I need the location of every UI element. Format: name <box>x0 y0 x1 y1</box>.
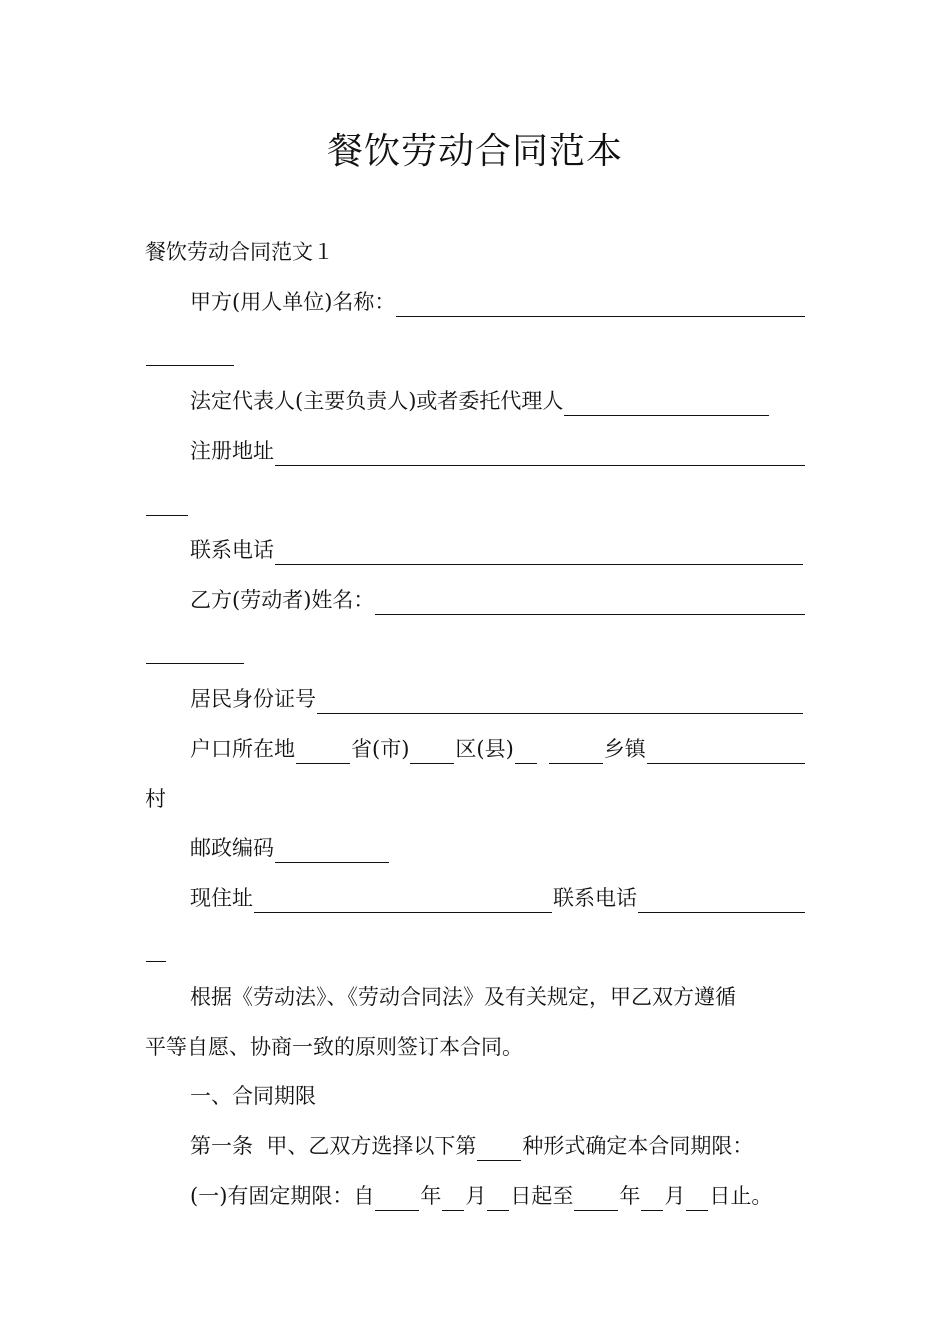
id-number-line <box>190 684 804 714</box>
section-heading: 餐饮劳动合同范文１ <box>145 240 334 264</box>
article-1-prefix: 第一条 甲、乙双方选择以下第 <box>190 1134 477 1158</box>
end-day-label: 日止。 <box>709 1184 773 1208</box>
representative-label: 法定代表人(主要负责人)或者委托代理人 <box>190 389 564 413</box>
village-line <box>145 784 185 814</box>
representative-line <box>190 386 770 416</box>
party-a-phone-line <box>190 535 804 565</box>
party-a-phone-blank <box>275 542 803 565</box>
intro-paragraph-line-2 <box>145 1032 805 1062</box>
household-line <box>190 734 806 764</box>
end-year-blank <box>574 1188 618 1211</box>
registered-address-blank-continued <box>145 486 189 516</box>
registered-address-blank <box>275 443 805 466</box>
contact-phone-label: 联系电话 <box>553 886 637 910</box>
postcode-blank <box>275 840 389 863</box>
party-a-name-blank-2 <box>146 343 234 366</box>
village-label: 村 <box>145 787 166 811</box>
town-blank <box>549 741 603 764</box>
article-1-suffix: 种形式确定本合同期限： <box>522 1134 754 1158</box>
intro-text-1: 根据《劳动法》、《劳动合同法》及有关规定，甲乙双方遵循 <box>190 985 736 1009</box>
article-1-choice-blank <box>477 1138 521 1161</box>
district-label: 区(县) <box>455 737 514 761</box>
province-blank <box>296 741 350 764</box>
party-b-name-blank <box>375 592 805 615</box>
current-address-blank <box>254 890 552 913</box>
intro-paragraph-line-1 <box>190 982 810 1012</box>
household-label: 户口所在地 <box>190 737 295 761</box>
party-a-phone-label: 联系电话 <box>190 538 274 562</box>
village-blank <box>647 741 805 764</box>
registered-address-line <box>190 436 806 466</box>
start-year-label: 年 <box>420 1184 442 1208</box>
end-month-blank <box>641 1188 663 1211</box>
party-a-name-blank <box>396 294 805 317</box>
start-month-blank <box>442 1188 464 1211</box>
id-number-label: 居民身份证号 <box>190 687 316 711</box>
current-address-label: 现住址 <box>190 886 253 910</box>
party-b-name-label: 乙方(劳动者)姓名： <box>190 588 375 612</box>
town-label: 乡镇 <box>603 737 646 761</box>
article-1-line <box>190 1131 806 1161</box>
contact-phone-blank-2 <box>146 939 166 962</box>
chapter-heading-line <box>190 1081 590 1111</box>
chapter-heading: 一、合同期限 <box>190 1084 316 1108</box>
party-b-name-line <box>190 585 806 615</box>
contact-phone-blank-continued <box>145 932 167 962</box>
party-a-name-label: 甲方(用人单位)名称： <box>190 290 396 314</box>
end-year-label: 年 <box>619 1184 641 1208</box>
current-address-line <box>190 883 806 913</box>
section-heading-line <box>145 237 805 267</box>
end-month-label: 月 <box>664 1184 686 1208</box>
registered-address-label: 注册地址 <box>190 439 274 463</box>
end-day-blank <box>686 1188 708 1211</box>
province-label: 省(市) <box>351 737 410 761</box>
party-a-name-line <box>190 287 806 317</box>
fixed-term-label: (一)有固定期限：自 <box>190 1184 375 1208</box>
party-b-name-blank-2 <box>146 641 244 664</box>
document-title: 餐饮劳动合同范本 <box>326 131 623 172</box>
intro-text-2: 平等自愿、协商一致的原则签订本合同。 <box>145 1035 523 1059</box>
party-b-name-blank-continued <box>145 634 245 664</box>
contact-phone-blank <box>638 890 805 913</box>
start-year-blank <box>375 1188 419 1211</box>
fixed-term-line <box>190 1181 810 1211</box>
registered-address-blank-2 <box>146 493 188 516</box>
id-number-blank <box>317 691 803 714</box>
party-a-name-blank-continued <box>145 336 235 366</box>
start-day-label: 日起至 <box>510 1184 574 1208</box>
start-day-blank <box>487 1188 509 1211</box>
district-blank <box>410 741 454 764</box>
representative-blank <box>564 393 769 416</box>
start-month-label: 月 <box>465 1184 487 1208</box>
postcode-line <box>190 833 390 863</box>
postcode-label: 邮政编码 <box>190 836 274 860</box>
district-blank-2 <box>515 741 537 764</box>
